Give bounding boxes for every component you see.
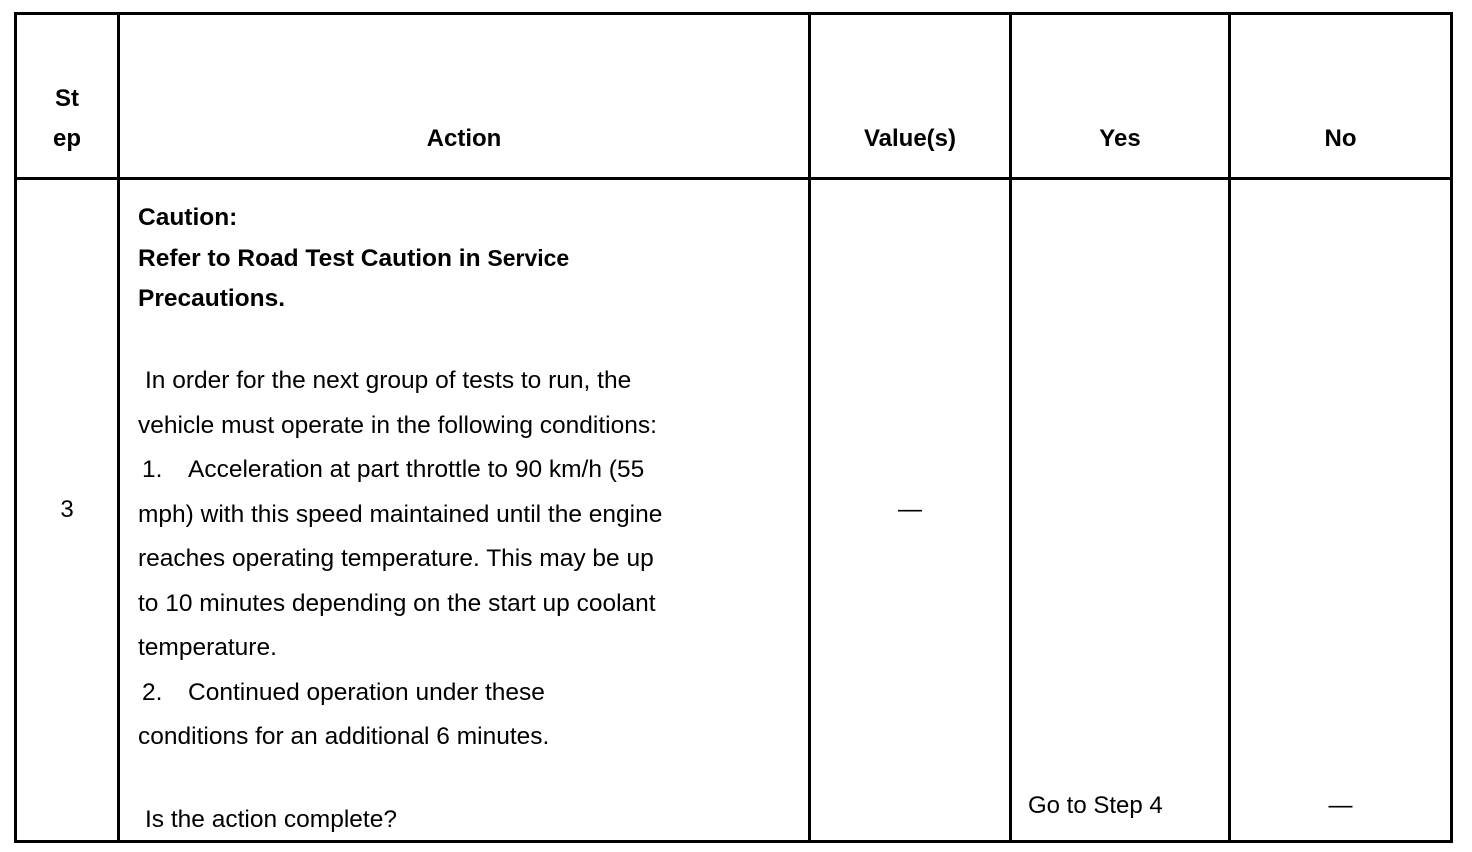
list-text: Acceleration at part throttle to 90 km/h (55 xyxy=(188,456,645,483)
caution-block xyxy=(138,198,808,319)
list-continuation: to 10 minutes depending on the start up coolant xyxy=(138,589,656,617)
header-step-line2: ep xyxy=(52,125,81,152)
instruction-line: In order for the next group of tests to run, the xyxy=(145,367,632,394)
action-cell xyxy=(119,179,810,842)
instruction-line: vehicle must operate in the following conditions: xyxy=(138,411,657,439)
list-text: Continued operation under these xyxy=(188,678,545,706)
action-question: Is the action complete? xyxy=(145,805,397,833)
header-yes: Yes xyxy=(1011,14,1230,179)
caution-link-precautions: Precautions. xyxy=(138,285,286,312)
header-action: Action xyxy=(119,14,810,179)
list-number: 1. xyxy=(142,456,163,483)
yes-cell: Go to Step 4 xyxy=(1011,179,1230,842)
header-no: No xyxy=(1230,14,1452,179)
caution-text: Refer to Road Test Caution in xyxy=(138,245,481,272)
list-continuation: conditions for an additional 6 minutes. xyxy=(138,723,550,750)
diagnostic-table xyxy=(14,12,1453,843)
values-cell: — xyxy=(810,179,1011,842)
list-continuation: mph) with this speed maintained until the engine xyxy=(138,500,663,528)
list-number: 2. xyxy=(142,678,163,706)
list-item xyxy=(138,448,808,493)
header-row xyxy=(16,14,1452,179)
header-step-line1: St xyxy=(55,85,79,112)
caution-link-service: Service xyxy=(487,245,570,271)
list-continuation: temperature. xyxy=(138,634,277,661)
list-continuation: reaches operating temperature. This may be up xyxy=(138,545,654,572)
step-number: 3 xyxy=(16,179,119,842)
no-cell: — xyxy=(1230,179,1452,842)
header-step xyxy=(16,14,119,179)
list-item xyxy=(138,671,808,716)
action-instructions xyxy=(138,359,808,760)
caution-title: Caution: xyxy=(138,204,238,231)
header-values: Value(s) xyxy=(810,14,1011,179)
table-row xyxy=(16,179,1452,842)
